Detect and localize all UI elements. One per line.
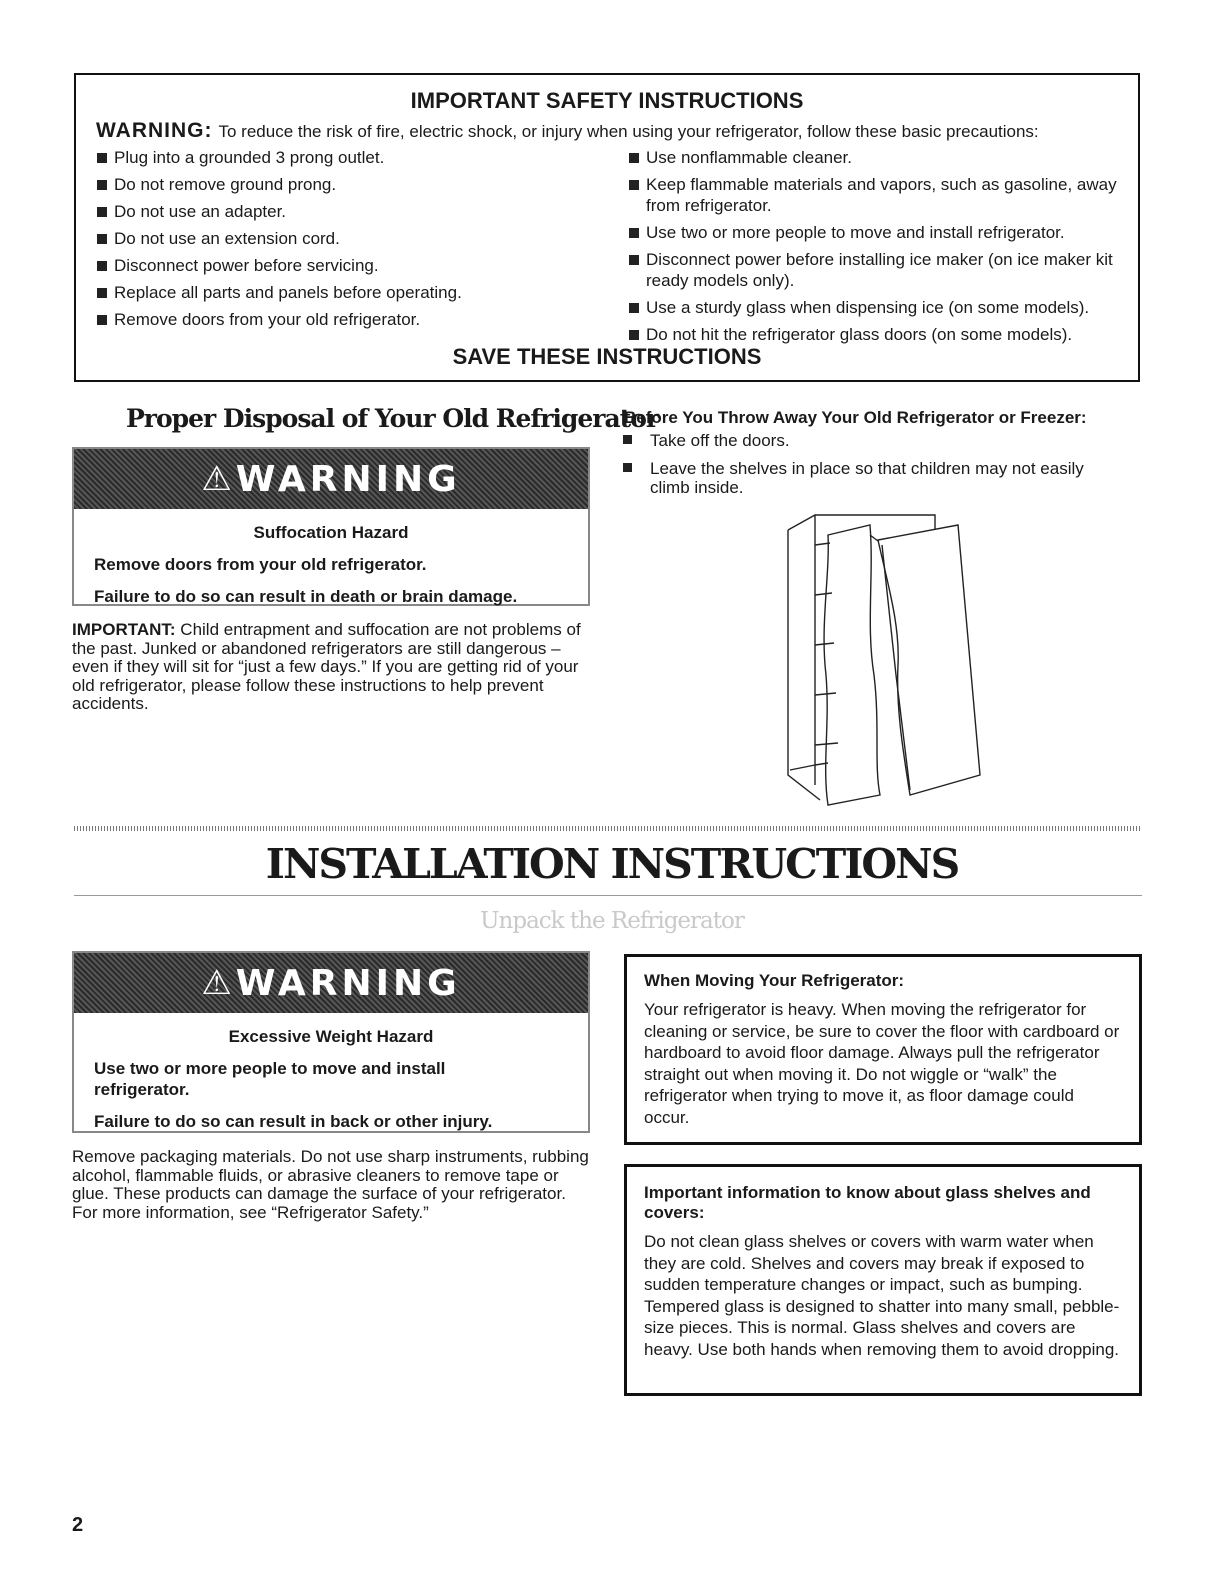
packaging-paragraph: Remove packaging materials. Do not use sharp instruments, rubbing alcohol, flammable fluids, or abrasive cleaners to remove tape or glue. These products can damage the surface of your refrigerator. For more information, see “Refrigerator Safety.” [72,1147,589,1222]
bullet-icon [629,303,639,313]
list-item: Leave the shelves in place so that children may not easily climb inside. [620,459,1120,497]
bullet-icon [97,153,107,163]
unpack-heading: Unpack the Refrigerator [480,908,744,934]
warning-line [96,119,1039,143]
installation-title: INSTALLATION INSTRUCTIONS [265,840,959,888]
moving-info-box [624,954,1142,1145]
bullet-icon [97,180,107,190]
disposal-heading: Proper Disposal of Your Old Refrigerator [126,404,659,433]
bullet-icon [97,234,107,244]
warning-triangle-icon: ⚠ [201,964,232,1002]
moving-text: Your refrigerator is heavy. When moving the refrigerator for cleaning or service, be sure to cover the floor with cardboard or hardboard to avoid floor damage. Always pull the refrigerator straight out when moving it. Do not wiggle or “walk” the refrigerator when trying to move it, as floor damage could occur. [644,1000,1120,1127]
bullet-icon [97,288,107,298]
list-item: Disconnect power before servicing. [96,255,462,276]
refrigerator-doors-open-illustration [770,505,990,810]
list-item: Disconnect power before installing ice maker (on ice maker kit ready models only). [628,249,1128,291]
warning-banner: ⚠ WARNING [74,449,588,509]
list-item: Keep flammable materials and vapors, such as gasoline, away from refrigerator. [628,174,1128,216]
hazard-title: Excessive Weight Hazard [228,1027,434,1046]
list-item: Use a sturdy glass when dispensing ice (on some models). [628,297,1128,318]
warning-triangle-icon: ⚠ [201,460,232,498]
warning-line: Use two or more people to move and install refrigerator. [94,1059,446,1099]
safety-left-list [96,147,462,336]
important-paragraph [72,621,592,714]
before-throw-list [620,431,1120,506]
hazard-title: Suffocation Hazard [253,523,409,542]
page-number: 2 [72,1514,84,1536]
bullet-icon [97,261,107,271]
before-throw-heading: Before You Throw Away Your Old Refrigerator or Freezer: [624,408,1087,427]
list-item: Use two or more people to move and install refrigerator. [628,222,1128,243]
weight-warning-box [72,951,590,1133]
glass-shelves-info-box [624,1164,1142,1396]
list-item: Do not remove ground prong. [96,174,462,195]
safety-right-list [628,147,1128,351]
warning-text: To reduce the risk of fire, electric shock, or injury when using your refrigerator, follow these basic precautions: [218,122,1039,141]
bullet-icon [629,180,639,190]
list-item: Use nonflammable cleaner. [628,147,1128,168]
title-rule [74,895,1142,896]
important-label: IMPORTANT: [72,620,176,639]
list-item: Do not hit the refrigerator glass doors (on some models). [628,324,1128,345]
list-item: Take off the doors. [620,431,1120,450]
warning-line: Failure to do so can result in death or brain damage. [94,587,518,606]
dotted-separator [74,826,1142,831]
important-text: Child entrapment and suffocation are not problems of the past. Junked or abandoned refrigerators are still dangerous – even if they will sit for “just a few days.” If you are getting rid of your old refrigerator, please follow these instructions to help prevent accidents. [72,620,581,713]
glass-heading: Important information to know about glass shelves and covers: [644,1183,1091,1222]
bullet-icon [629,255,639,265]
bullet-icon [97,207,107,217]
warning-line: Remove doors from your old refrigerator. [94,555,427,574]
bullet-icon [623,435,632,444]
safety-title: IMPORTANT SAFETY INSTRUCTIONS [410,88,804,113]
suffocation-warning-box [72,447,590,606]
bullet-icon [629,330,639,340]
warning-banner: ⚠ WARNING [74,953,588,1013]
warning-line: Failure to do so can result in back or other injury. [94,1112,493,1131]
bullet-icon [629,228,639,238]
save-instructions: SAVE THESE INSTRUCTIONS [452,344,762,369]
bullet-icon [629,153,639,163]
list-item: Do not use an extension cord. [96,228,462,249]
bullet-icon [623,463,632,472]
list-item: Do not use an adapter. [96,201,462,222]
list-item: Plug into a grounded 3 prong outlet. [96,147,462,168]
glass-text: Do not clean glass shelves or covers with warm water when they are cold. Shelves and covers may break if exposed to sudden temperature changes or impact, such as bumping. Tempered glass is designed to shatter into many small, pebble-size pieces. This is normal. Glass shelves and covers are heavy. Use both hands when removing them to avoid dropping. [644,1232,1120,1359]
bullet-icon [97,315,107,325]
safety-instructions-box [74,73,1140,382]
warning-label: WARNING: [96,119,213,142]
moving-heading: When Moving Your Refrigerator: [644,971,905,990]
list-item: Replace all parts and panels before operating. [96,282,462,303]
list-item: Remove doors from your old refrigerator. [96,309,462,330]
